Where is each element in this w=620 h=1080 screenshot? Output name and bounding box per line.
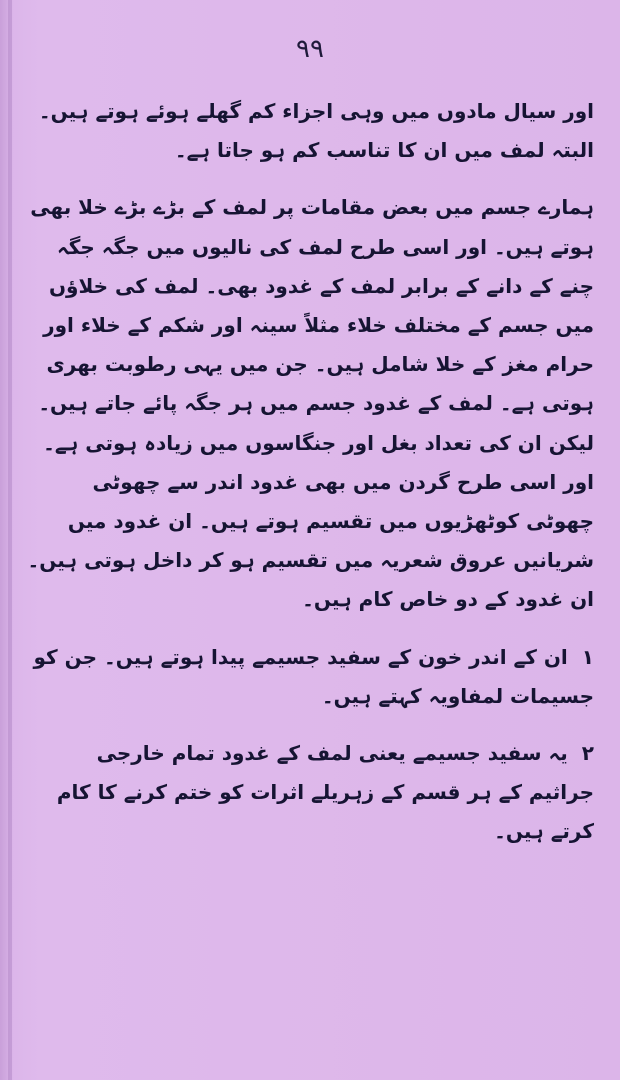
list-text: ان کے اندر خون کے سفید جسیمے پیدا ہوتے ہیں۔ جن کو جسیمات لمفاویہ کہتے ہیں۔ — [33, 644, 594, 708]
list-number: ۲ — [581, 741, 594, 766]
paragraph: اور سیال مادوں میں وہی اجزاء کم گھلے ہوئے ہوتے ہیں۔ البتہ لمف میں ان کا تناسب کم ہو جاتا ہے۔ — [38, 99, 594, 163]
list-number: ۱ — [581, 644, 594, 669]
paragraph: ہمارے جسم میں بعض مقامات پر لمف کے بڑے بڑے خلا بھی ہوتے ہیں۔ اور اسی طرح لمف کی نالیوں میں جگہ جگہ چنے کے دانے کے برابر لمف کے غدود بھی۔ لمف کی خلاؤں میں جسم کے مختلف خلاء مثلاً سینہ اور شکم کے خلاء اور حرام مغز کے خلا شامل ہیں۔ جن میں یہی رطوبت بھری ہوتی ہے۔ لمف کے غدود جسم میں ہر جگہ پائے جاتے ہیں۔ لیکن ان کی تعداد بغل اور جنگاسوں میں زیادہ ہوتی ہے۔ اور اسی طرح گردن میں بھی غدود اندر سے چھوٹی چھوٹی کوٹھڑیوں میں تقسیم ہوتے ہیں۔ ان غدود میں شریانیں عروق شعریہ میں تقسیم ہو کر داخل ہوتی ہیں۔ ان غدود کے دو خاص کام ہیں۔ — [27, 195, 594, 612]
page-body — [26, 92, 594, 852]
list-item — [26, 638, 594, 716]
list-item — [26, 734, 594, 852]
page-binding-edge — [8, 0, 12, 1080]
list-text: یہ سفید جسیمے یعنی لمف کے غدود تمام خارجی جراثیم کے ہر قسم کے زہریلے اثرات کو ختم کرنے کا کام کرتے ہیں۔ — [56, 741, 594, 844]
page-number: ۹۹ — [296, 34, 324, 64]
